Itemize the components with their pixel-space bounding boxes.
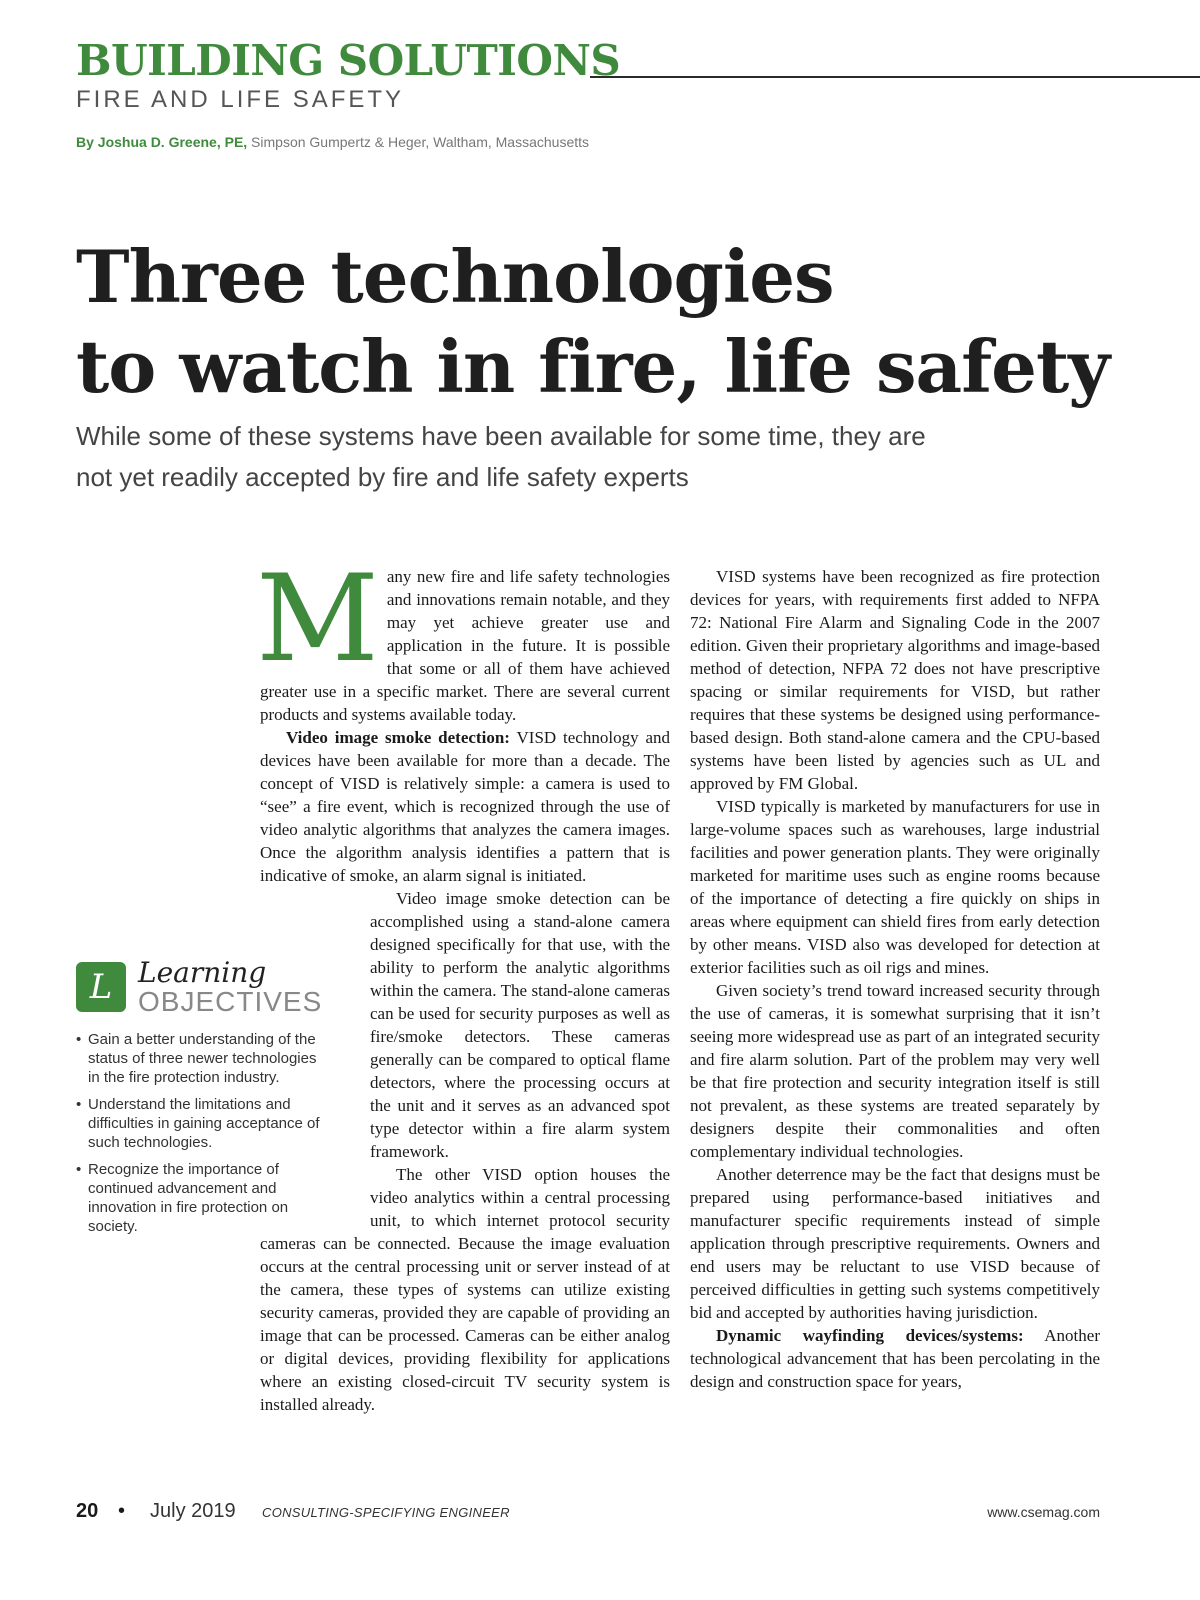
footer-separator: • [118,1500,126,1522]
paragraph-text: any new fire and life safety technologies and innovations remain notable, and they may yet achieve greater use and application in the future. It is possible that some or all of them have achieved greater use in a specific market. There are several current products and systems available today. [260,567,670,724]
author-name: By Joshua D. Greene, PE, [76,134,248,150]
publication-name: CONSULTING-SPECIFYING ENGINEER [262,1505,510,1520]
paragraph-text: Another technological advancement that has been percolating in the design and construction space for years, [690,1326,1100,1391]
body-column-right [690,565,1100,1393]
subhead-visd: Video image smoke detection: [286,728,510,747]
byline [76,134,589,150]
paragraph: VISD typically is marketed by manufacturers for use in large-volume spaces such as warehouses, large industrial facilities and power generation plants. They were originally marketed for maritime uses such as engine rooms because of the importance of detecting a fire quickly on ships in areas where equipment can shield fires from early detection by other means. VISD also was developed for detection at exterior facilities such as oil rigs and mines. [690,797,1100,977]
paragraph [260,726,670,887]
learning-title: Learning [138,956,267,989]
list-item: • Recognize the importance of continued advancement and innovation in fire protection on society. [76,1160,321,1236]
paragraph: VISD systems have been recognized as fire protection devices for years, with requirements first added to NFPA 72: National Fire Alarm and Signaling Code in the 2007 edition. Given their proprietary algorithms and image-based method of detection, NFPA 72 does not have prescriptive spacing or similar requirements for VISD, but rather requires that these systems be designed using performance-based design. Both stand-alone camera and the CPU-based systems have been listed by agencies such as UL and approved by FM Global. [690,567,1100,793]
section-subtitle: FIRE AND LIFE SAFETY [76,86,405,113]
learning-badge-letter: L [89,967,113,1007]
drop-cap: M [256,550,379,689]
learning-badge-icon [76,962,126,1012]
page-number: 20 [76,1500,99,1522]
deck-line-1: While some of these systems have been available for some time, they are [76,421,926,451]
deck-line-2: not yet readily accepted by fire and life safety experts [76,462,689,492]
list-item: • Gain a better understanding of the status of three newer technologies in the fire protection industry. [76,1030,321,1087]
paragraph: Another deterrence may be the fact that designs must be prepared using performance-based initiatives and manufacturer specific requirements instead of simple application through prescriptive requirements. Owners and end users may be reluctant to use VISD because of perceived difficulties in getting such systems competitively bid and accepted by authorities having jurisdiction. [690,1165,1100,1322]
headline-line-2: to watch in fire, life safety [76,324,1110,409]
author-affiliation: Simpson Gumpertz & Heger, Waltham, Massachusetts [247,134,590,150]
learning-objectives-list [76,1030,321,1244]
headline-line-1: Three technologies [76,234,834,319]
list-item: • Understand the limitations and difficulties in gaining acceptance of such technologies. [76,1095,321,1152]
website-link[interactable]: www.csemag.com [987,1504,1100,1520]
learning-subtitle: OBJECTIVES [138,986,323,1017]
section-divider [590,76,1200,78]
deck [76,416,1076,498]
paragraph: Given society’s trend toward increased security through the use of cameras, it is somewhat surprising that it isn’t seeing more widespread use as part of an integrated security and fire alarm solution. Part of the problem may very well be that fire protection and security integration itself is still not prevalent, as these systems are treated separately by designers despite their commonalities and often complementary individual technologies. [690,981,1100,1161]
paragraph: Video image smoke detection can be accomplished using a stand-alone camera designed specifically for that use, with the ability to perform the analytic algorithms within the camera. The stand-alone cameras can be used for security purposes as well as fire/smoke detectors. These cameras generally can be compared to optical flame detectors, where the processing occurs at the unit and it serves as an advanced spot type detector within a fire alarm system framework. [370,889,670,1161]
issue-date: July 2019 [150,1500,236,1522]
headline [76,232,1176,412]
paragraph [256,550,670,726]
section-title: BUILDING SOLUTIONS [76,36,621,85]
paragraph: The other VISD option houses the video analytics within a central processing unit, to which internet protocol security cameras can be connected. Because the image evaluation occurs at the central processing unit or server instead of at the camera, these types of systems can utilize existing security cameras, provided they are capable of providing an image that can be processed. Cameras can be either analog or digital devices, providing flexibility for applications where an existing closed-circuit TV security system is installed already. [260,1165,670,1414]
subhead-wayfinding: Dynamic wayfinding devices/systems: [716,1326,1024,1345]
paragraph [690,1324,1100,1393]
paragraph-text: VISD technology and devices have been available for more than a decade. The concept of VISD is relatively simple: a camera is used to “see” a fire event, which is recognized through the use of video analytic algorithms that analyzes the camera images. Once the algorithm analysis identifies a pattern that is indicative of smoke, an alarm signal is initiated. [260,728,670,885]
